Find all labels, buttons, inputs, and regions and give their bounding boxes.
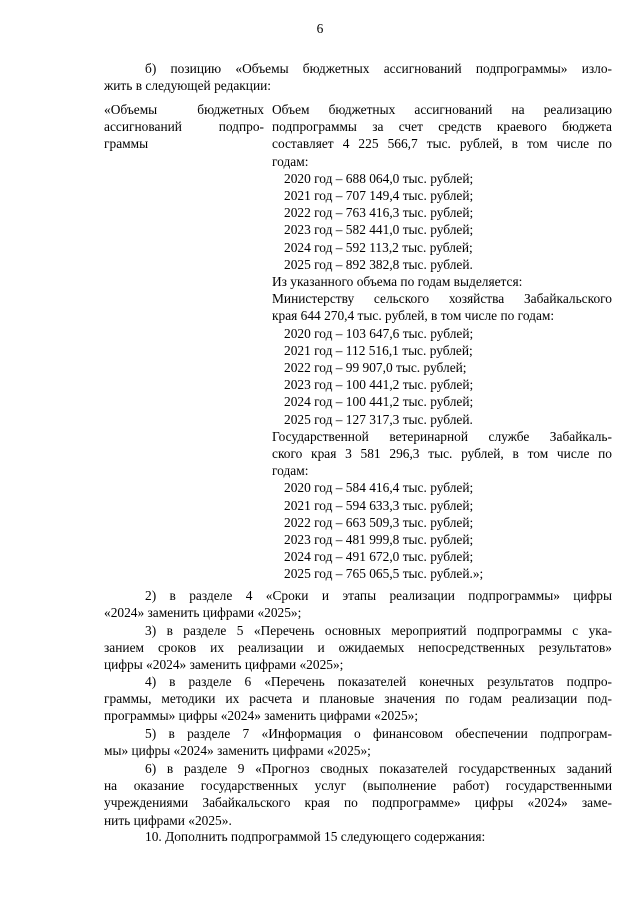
position-name-line: «Объемы бюджетных: [104, 102, 264, 117]
total-year-line: 2024 год – 592 113,2 тыс. рублей;: [284, 239, 473, 255]
amendment-line: 3) в разделе 5 «Перечень основных мероприятий подпрограммы с ука-: [145, 623, 612, 638]
section-10-heading: [104, 828, 612, 845]
vet-year-line: 2020 год – 584 416,4 тыс. рублей;: [284, 480, 474, 496]
intro-line: жить в следующей редакции:: [104, 78, 272, 94]
intro-line: б) позицию «Объемы бюджетных ассигнований подпрограммы» изло-: [145, 61, 612, 76]
split-header: Из указанного объема по годам выделяется:: [272, 274, 523, 290]
total-line: годам:: [272, 153, 309, 169]
amendment-line: программы» цифры «2024» заменить цифрами «2025»;: [104, 708, 419, 724]
total-year-line: 2021 год – 707 149,4 тыс. рублей;: [284, 188, 474, 204]
vet-year-line: 2022 год – 663 509,3 тыс. рублей;: [284, 514, 474, 530]
position-content: [272, 101, 612, 583]
amendment-line: 2) в разделе 4 «Сроки и этапы реализации подпрограммы» цифры: [145, 588, 612, 603]
amendment-line: мы» цифры «2024» заменить цифрами «2025»;: [104, 743, 371, 759]
amendment-line: цифры «2024» заменить цифрами «2025»;: [104, 657, 344, 673]
section-10-line: 10. Дополнить подпрограммой 15 следующего содержания:: [145, 829, 486, 844]
total-line: Объем бюджетных ассигнований на реализацию: [272, 102, 612, 117]
vet-year-line: 2024 год – 491 672,0 тыс. рублей;: [284, 549, 474, 565]
total-year-line: 2022 год – 763 416,3 тыс. рублей;: [284, 205, 474, 221]
amendment-line: занием сроков их реализации и ожидаемых непосредственных результатов»: [104, 640, 612, 656]
page-number: 6: [316, 21, 324, 36]
amendment-line: учреждениями Забайкальского края по подпрограмме» цифры «2024» заме-: [104, 795, 612, 811]
amendment-line: граммы, методики их расчета и плановые значения по годам реализации под-: [104, 691, 612, 707]
amendment-item-3: [104, 622, 612, 674]
ministry-year-line: 2022 год – 99 907,0 тыс. рублей;: [284, 360, 467, 376]
amendment-line: «2024» заменить цифрами «2025»;: [104, 605, 302, 621]
ministry-line: края 644 270,4 тыс. рублей, в том числе по годам:: [272, 308, 555, 324]
total-year-line: 2025 год – 892 382,8 тыс. рублей.: [284, 256, 473, 272]
position-name-line: граммы: [104, 136, 149, 152]
ministry-year-line: 2023 год – 100 441,2 тыс. рублей;: [284, 377, 474, 393]
amendment-line: 6) в разделе 9 «Прогноз сводных показателей государственных заданий: [145, 761, 612, 776]
position-name: [104, 101, 264, 153]
ministry-year-line: 2021 год – 112 516,1 тыс. рублей;: [284, 342, 473, 358]
vet-service-line: Государственной ветеринарной службе Забайкаль-: [272, 428, 612, 444]
vet-year-line: 2025 год – 765 065,5 тыс. рублей.»;: [284, 566, 484, 582]
amendment-item-6: [104, 760, 612, 829]
vet-year-line: 2023 год – 481 999,8 тыс. рублей;: [284, 532, 474, 548]
total-year-line: 2020 год – 688 064,0 тыс. рублей;: [284, 170, 474, 186]
amendment-item-2: [104, 587, 612, 621]
ministry-year-line: 2020 год – 103 647,6 тыс. рублей;: [284, 325, 474, 341]
total-year-line: 2023 год – 582 441,0 тыс. рублей;: [284, 222, 474, 238]
ministry-year-line: 2025 год – 127 317,3 тыс. рублей.: [284, 411, 473, 427]
position-name-line: ассигнований подпро-: [104, 119, 264, 135]
ministry-line: Министерству сельского хозяйства Забайкальского: [272, 291, 612, 307]
amendment-line: нить цифрами «2025».: [104, 812, 232, 828]
amendment-line: на оказание государственных услуг (выполнение работ) государственными: [104, 778, 612, 794]
amendment-line: 5) в разделе 7 «Информация о финансовом обеспечении подпрограм-: [145, 726, 612, 741]
total-line: составляет 4 225 566,7 тыс. рублей, в том числе по: [272, 136, 612, 152]
vet-year-line: 2021 год – 594 633,3 тыс. рублей;: [284, 497, 474, 513]
vet-service-line: ского края 3 581 296,3 тыс. рублей, в том числе по: [272, 446, 612, 462]
ministry-year-line: 2024 год – 100 441,2 тыс. рублей;: [284, 394, 474, 410]
amendment-item-5: [104, 725, 612, 759]
intro-paragraph: [104, 60, 612, 94]
vet-service-line: годам:: [272, 463, 309, 479]
total-line: подпрограммы за счет средств краевого бюджета: [272, 119, 612, 135]
amendment-line: 4) в разделе 6 «Перечень показателей конечных результатов подпро-: [145, 674, 612, 689]
amendment-item-4: [104, 673, 612, 725]
